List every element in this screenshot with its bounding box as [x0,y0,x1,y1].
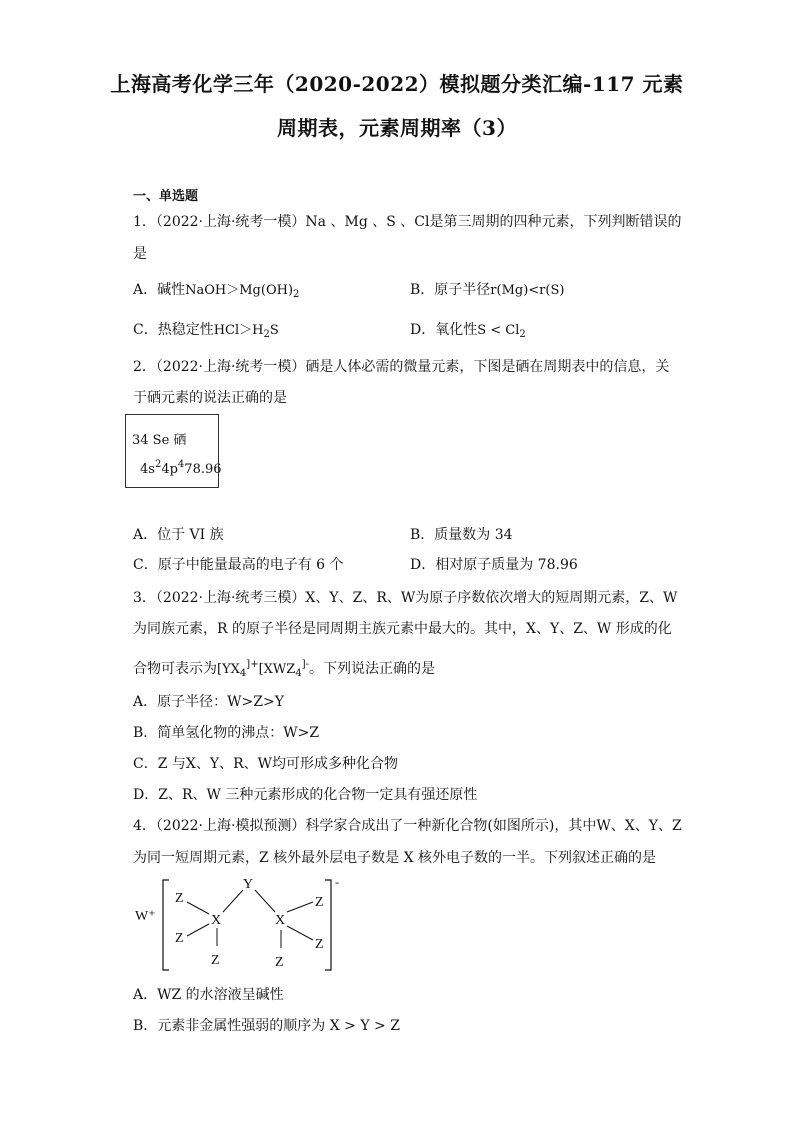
atom-z-6: Z [275,955,284,970]
q4-stem-1: 4．（2022·上海·模拟预测）科学家合成出了一种新化合物(如图所示)，其中W、X、Y、Z [133,818,682,834]
config-sup-2: 4 [177,459,185,470]
atom-x-1: X [211,913,222,928]
q1-d-sub: 2 [519,329,526,340]
atomic-mass: 78.96 [184,462,222,477]
q2-stem-2: 于硒元素的说法正确的是 [133,390,287,406]
q2-option-d: D．相对原子质量为 78.96 [410,557,578,573]
q3-stem-3-post: 。下列说法正确的是 [308,661,435,677]
left-bracket [163,880,169,970]
q3-anion-sub: 4 [295,668,302,679]
q4-option-b: B．元素非金属性强弱的顺序为 X > Y > Z [133,1018,400,1034]
q1-option-c [133,321,279,344]
doc-title-line1: 上海高考化学三年（2020-2022）模拟题分类汇编-117 元素 [110,72,684,96]
selenium-element-card [125,414,222,488]
q3-cation-sub: 4 [239,668,247,679]
q2-option-c: C．原子中能量最高的电子有 6 个 [133,557,344,573]
q4-stem-2: 为同一短周期元素，Z 核外最外层电子数是 X 核外电子数的一半。下列叙述正确的是 [133,850,657,866]
q3-stem-3 [133,656,435,683]
doc-title-line2: 周期表，元素周期率（3） [277,116,517,140]
right-bracket [325,880,331,970]
q1-c-formula: HCl＞H [213,323,264,338]
config-4p: 4p [161,462,178,477]
q1-a-formula: NaOH＞Mg(OH) [185,283,294,298]
q1-c-sub: 2 [263,329,270,340]
q3-option-c: C．Z 与X、Y、R、W均可形成多种化合物 [133,756,399,772]
element-card-header: 34 Se 硒 [132,433,187,448]
config-4s: 4s [140,462,155,477]
q1-a-text: A．碱性 [133,282,186,298]
q3-formula-anion: [XWZ [258,662,296,677]
q4-option-a: A．WZ 的水溶液呈碱性 [133,987,284,1003]
q1-stem-2: 是 [133,246,147,262]
q2-option-b: B．质量数为 34 [410,527,513,543]
q1-option-a [133,281,299,304]
q1-a-sub: 2 [293,289,300,300]
q1-d-text: D．氧化性 [410,322,478,338]
compound-structure-diagram [125,868,365,978]
atom-z-5: Z [315,937,324,952]
q3-anion-charge: ]- [301,659,309,670]
q1-b-text: B．原子半径 [410,282,491,298]
atom-z-2: Z [175,931,184,946]
q1-option-b [410,281,564,300]
q3-option-d: D．Z、R、W 三种元素形成的化合物一定具有强还原性 [133,787,478,803]
q3-stem-2: 为同族元素，R 的原子半径是同周期主族元素中最大的。其中，X、Y、Z、W 形成的化 [133,621,672,637]
q1-option-d [410,321,526,344]
q3-stem-1: 3．（2022·上海·统考三模）X、Y、Z、R、W为原子序数依次增大的短周期元素，Z、W [133,590,678,606]
atom-z-4: Z [315,895,324,910]
q1-c-text: C．热稳定性 [133,322,214,338]
atom-z-1: Z [175,891,184,906]
atom-x-2: X [275,913,286,928]
q1-b-formula: r(Mg)<r(S) [490,283,565,298]
q2-stem-1: 2．（2022·上海·统考一模）硒是人体必需的微量元素，下图是硒在周期表中的信息，关 [133,359,670,375]
q3-option-a: A．原子半径：W>Z>Y [133,694,284,710]
q3-formula-cation: [YX [217,662,240,677]
element-card-config [140,459,222,477]
q1-c-formula-2: S [269,323,279,338]
q3-cation-charge: ]+ [246,659,259,670]
cation-label: W⁺ [135,909,156,924]
q1-stem-1: 1．（2022·上海·统考一模）Na 、Mg 、S 、Cl是第三周期的四种元素，下列判断错误的 [133,214,682,230]
q1-d-formula: S < Cl [477,323,520,338]
atom-z-3: Z [211,953,220,968]
q3-option-b: B．简单氢化物的沸点：W>Z [133,725,320,741]
anion-charge: - [335,875,339,889]
section-heading: 一、单选题 [133,189,199,204]
atom-y: Y [243,877,254,892]
q3-stem-3-pre: 合物可表示为 [133,661,217,677]
q2-option-a: A．位于 VI 族 [133,527,224,543]
config-sup-1: 2 [154,459,162,470]
